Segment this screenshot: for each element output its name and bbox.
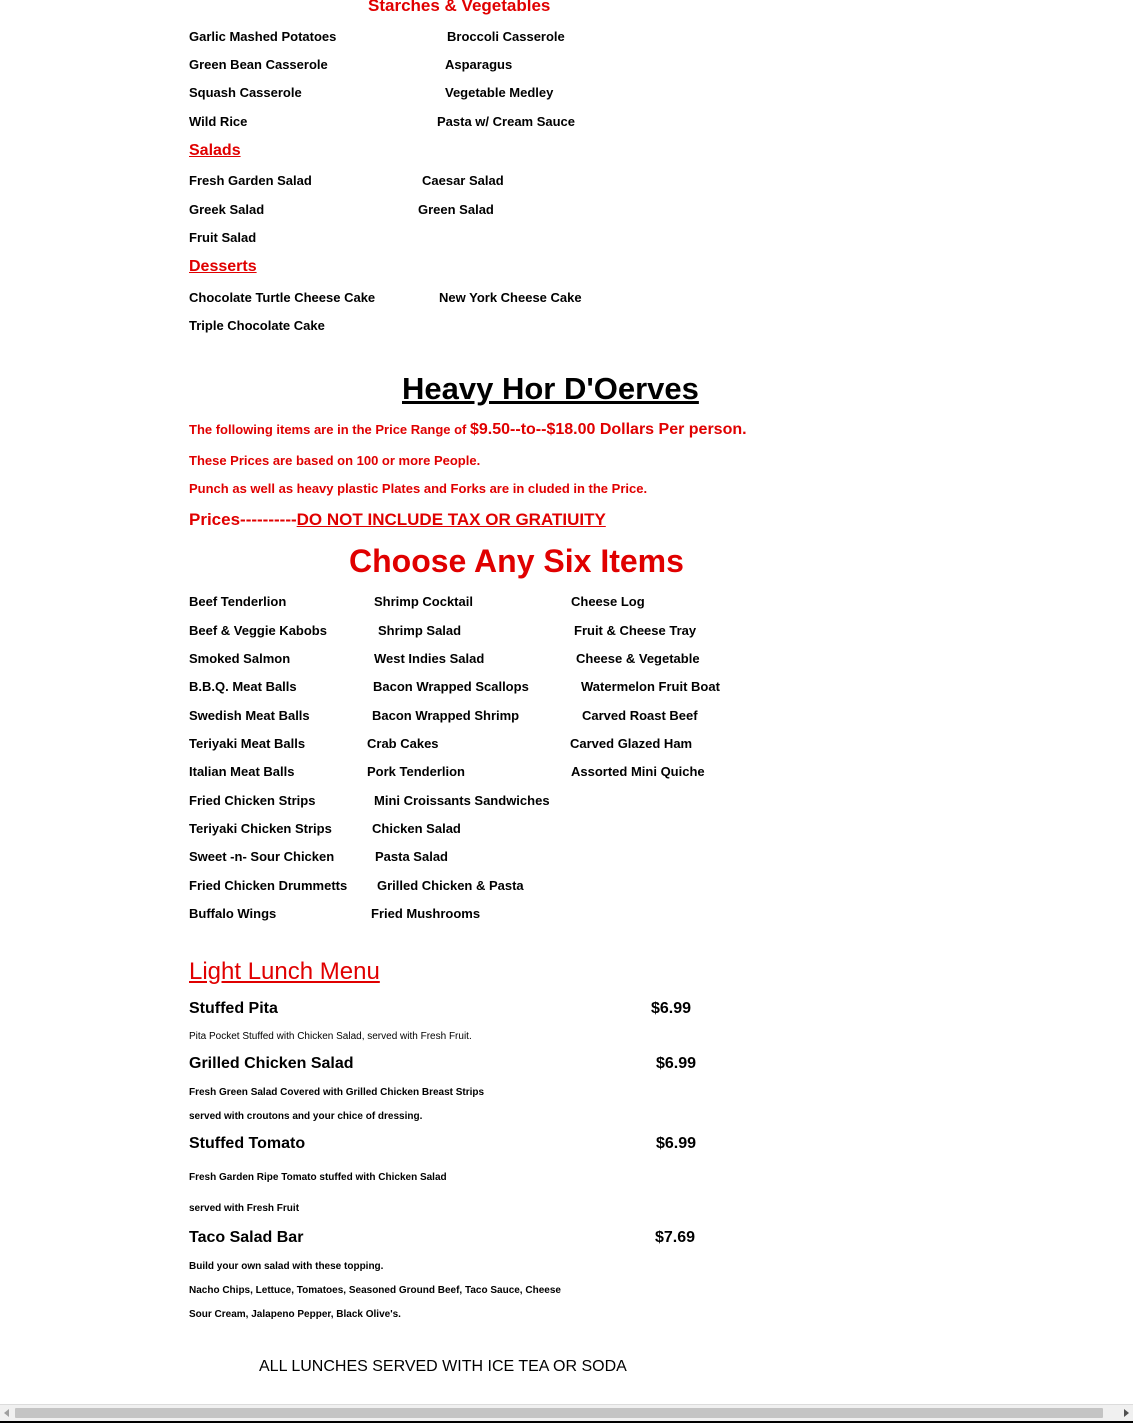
list-item: Fruit & Cheese Tray bbox=[574, 623, 697, 638]
lunch-item-name: Stuffed Pita bbox=[189, 1000, 278, 1017]
list-item: Beef & Veggie Kabobs bbox=[189, 623, 327, 638]
lunch-item-name: Stuffed Tomato bbox=[189, 1135, 306, 1152]
lunch-item-price: $6.99 bbox=[656, 1055, 697, 1072]
salads-heading: Salads bbox=[189, 142, 241, 159]
list-item: Teriyaki Meat Balls bbox=[189, 736, 306, 751]
lunch-item-desc: Sour Cream, Jalapeno Pepper, Black Olive's. bbox=[189, 1309, 401, 1320]
price-range-line bbox=[189, 421, 747, 439]
list-item: Fried Chicken Drummetts bbox=[189, 878, 348, 893]
list-item: Beef Tenderlion bbox=[189, 594, 287, 609]
list-item: Fresh Garden Salad bbox=[189, 173, 312, 188]
list-item: Pasta Salad bbox=[375, 849, 448, 864]
scrollbar-thumb[interactable] bbox=[15, 1408, 1103, 1418]
lunch-item-price: $6.99 bbox=[651, 1000, 692, 1017]
list-item: Squash Casserole bbox=[189, 85, 302, 100]
list-item: Sweet -n- Sour Chicken bbox=[189, 849, 335, 864]
list-item: Carved Roast Beef bbox=[582, 708, 698, 723]
lunch-heading: Light Lunch Menu bbox=[189, 958, 380, 985]
lunch-item-price: $7.69 bbox=[655, 1229, 696, 1246]
hors-title: Heavy Hor D'Oerves bbox=[402, 371, 699, 406]
lunch-item-name: Taco Salad Bar bbox=[189, 1229, 304, 1246]
list-item: Swedish Meat Balls bbox=[189, 708, 310, 723]
lunch-item-price: $6.99 bbox=[656, 1135, 697, 1152]
tax-gratuity-note: DO NOT INCLUDE TAX OR GRATIUITY bbox=[296, 510, 606, 529]
list-item: Grilled Chicken & Pasta bbox=[377, 878, 524, 893]
price-range: $9.50--to--$18.00 Dollars Per person. bbox=[470, 421, 747, 438]
scroll-left-icon[interactable] bbox=[4, 1409, 9, 1417]
lunch-item-desc: served with croutons and your chice of dressing. bbox=[189, 1111, 423, 1122]
list-item: New York Cheese Cake bbox=[439, 290, 582, 305]
list-item: Vegetable Medley bbox=[445, 85, 554, 100]
lunch-item-desc: Pita Pocket Stuffed with Chicken Salad, served with Fresh Fruit. bbox=[189, 1031, 472, 1042]
lunch-footer: ALL LUNCHES SERVED WITH ICE TEA OR SODA bbox=[259, 1358, 627, 1375]
list-item: Pasta w/ Cream Sauce bbox=[437, 114, 576, 129]
list-item: Green Bean Casserole bbox=[189, 57, 328, 72]
lunch-item-desc: Fresh Green Salad Covered with Grilled Chicken Breast Strips bbox=[189, 1087, 485, 1098]
scroll-right-icon[interactable] bbox=[1124, 1409, 1129, 1417]
list-item: Fried Chicken Strips bbox=[189, 793, 316, 808]
list-item: Bacon Wrapped Scallops bbox=[373, 679, 529, 694]
list-item: Greek Salad bbox=[189, 202, 265, 217]
list-item: Shrimp Cocktail bbox=[374, 594, 473, 609]
list-item: Teriyaki Chicken Strips bbox=[189, 821, 332, 836]
list-item: Crab Cakes bbox=[367, 736, 439, 751]
prices-based-note: These Prices are based on 100 or more People. bbox=[189, 453, 481, 468]
choose-heading: Choose Any Six Items bbox=[349, 543, 684, 579]
list-item: Mini Croissants Sandwiches bbox=[374, 793, 550, 808]
prices-prefix: Prices---------- bbox=[189, 510, 297, 529]
starches-heading: Starches & Vegetables bbox=[368, 0, 551, 15]
horizontal-scrollbar[interactable] bbox=[0, 1404, 1133, 1421]
list-item: Bacon Wrapped Shrimp bbox=[372, 708, 520, 723]
list-item: Smoked Salmon bbox=[189, 651, 291, 666]
list-item: Fried Mushrooms bbox=[371, 906, 481, 921]
list-item: Chicken Salad bbox=[372, 821, 461, 836]
list-item: Caesar Salad bbox=[422, 173, 504, 188]
list-item: Wild Rice bbox=[189, 114, 248, 129]
list-item: Buffalo Wings bbox=[189, 906, 277, 921]
lunch-item-desc: served with Fresh Fruit bbox=[189, 1203, 300, 1214]
list-item: Fruit Salad bbox=[189, 230, 257, 245]
list-item: Cheese & Vegetable bbox=[576, 651, 700, 666]
list-item: Green Salad bbox=[418, 202, 494, 217]
list-item: Carved Glazed Ham bbox=[570, 736, 693, 751]
list-item: Assorted Mini Quiche bbox=[571, 764, 705, 779]
list-item: Watermelon Fruit Boat bbox=[581, 679, 720, 694]
list-item: Italian Meat Balls bbox=[189, 764, 295, 779]
list-item: B.B.Q. Meat Balls bbox=[189, 679, 297, 694]
list-item: Cheese Log bbox=[571, 594, 645, 609]
list-item: Garlic Mashed Potatoes bbox=[189, 29, 337, 44]
list-item: West Indies Salad bbox=[374, 651, 485, 666]
tax-note bbox=[189, 510, 606, 530]
lunch-item-name: Grilled Chicken Salad bbox=[189, 1055, 354, 1072]
desserts-heading: Desserts bbox=[189, 258, 257, 275]
list-item: Triple Chocolate Cake bbox=[189, 318, 325, 333]
list-item: Pork Tenderlion bbox=[367, 764, 465, 779]
list-item: Broccoli Casserole bbox=[447, 29, 565, 44]
list-item: Shrimp Salad bbox=[378, 623, 462, 638]
list-item: Chocolate Turtle Cheese Cake bbox=[189, 290, 376, 305]
lunch-item-desc: Fresh Garden Ripe Tomato stuffed with Chicken Salad bbox=[189, 1172, 447, 1183]
list-item: Asparagus bbox=[445, 57, 513, 72]
price-intro: The following items are in the Price Range of bbox=[189, 422, 470, 437]
lunch-item-desc: Build your own salad with these topping. bbox=[189, 1261, 384, 1272]
included-note: Punch as well as heavy plastic Plates and Forks are in cluded in the Price. bbox=[189, 481, 648, 496]
lunch-item-desc: Nacho Chips, Lettuce, Tomatoes, Seasoned Ground Beef, Taco Sauce, Cheese bbox=[189, 1285, 561, 1296]
